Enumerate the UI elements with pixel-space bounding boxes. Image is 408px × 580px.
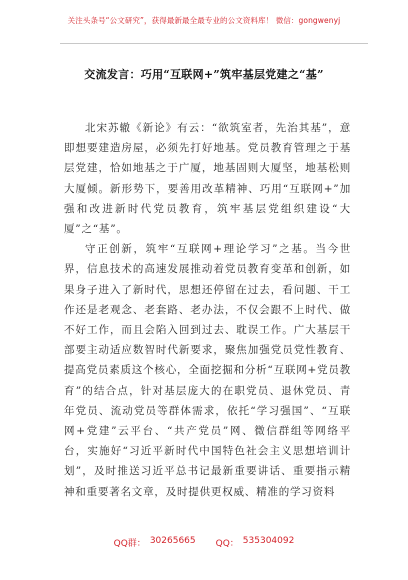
paragraph-section-1: 守正创新，筑牢“互联网+理论学习”之基。当今世界，信息技术的高速发展推动着党员教育变革和创新，如果身子进入了新时代，思想还停留在过去，看问题、干工作还是老观念、老套路、老办法，不仅会跟不上时代、做不好工作，而且会陷入回到过去、耽误工作。广大基层干部要主动适应数智时代新要求，聚焦加强党员党性教育、提高党员素质这个核心，全面挖掘和分析“互联网+党员教育”的结合点，针对基层庞大的在职党员、退休党员、青年党员、流动党员等群体需求，依托“学习强国”、“互联网+党建”云平台、“共产党员”网、微信群组等网络平台，实施好“习近平新时代中国特色社会主义思想培训计划”，及时推送习近平总书记最新重要讲话、重要指示精神和重要著名文章，及时提供更权威、精准的学习资料 xyxy=(64,243,351,498)
header-notice: 关注头条号“公文研究”，获得最新最全最专业的公文资料库！ 微信：gongwenyj xyxy=(67,15,341,25)
qq-contact xyxy=(216,536,295,549)
qq-group-number: 30265665 xyxy=(149,536,196,546)
qq-label: QQ： xyxy=(215,539,239,549)
header-banner xyxy=(0,0,408,40)
paragraph-intro: 北宋苏辙《新论》有云：“欲筑室者，先治其基”，意即想要建造房屋，必须先打好地基。党员教育管理之于基层党建，恰如地基之于广厦，地基固则大厦坚，地基松则大厦倾。新形势下，要善用改革精神、巧用“互联网+”加强和改进新时代党员教育，筑牢基层党组织建设“大厦”之“基”。 xyxy=(64,122,351,236)
qq-group xyxy=(114,536,196,549)
header-divider xyxy=(60,43,368,44)
qq-group-label: QQ群： xyxy=(113,539,146,549)
document-body xyxy=(64,118,351,502)
document-title: 交流发言：巧用“互联网+”筑牢基层党建之“基” xyxy=(84,68,324,81)
footer-contact xyxy=(0,536,408,549)
qq-number: 535304092 xyxy=(242,536,295,546)
